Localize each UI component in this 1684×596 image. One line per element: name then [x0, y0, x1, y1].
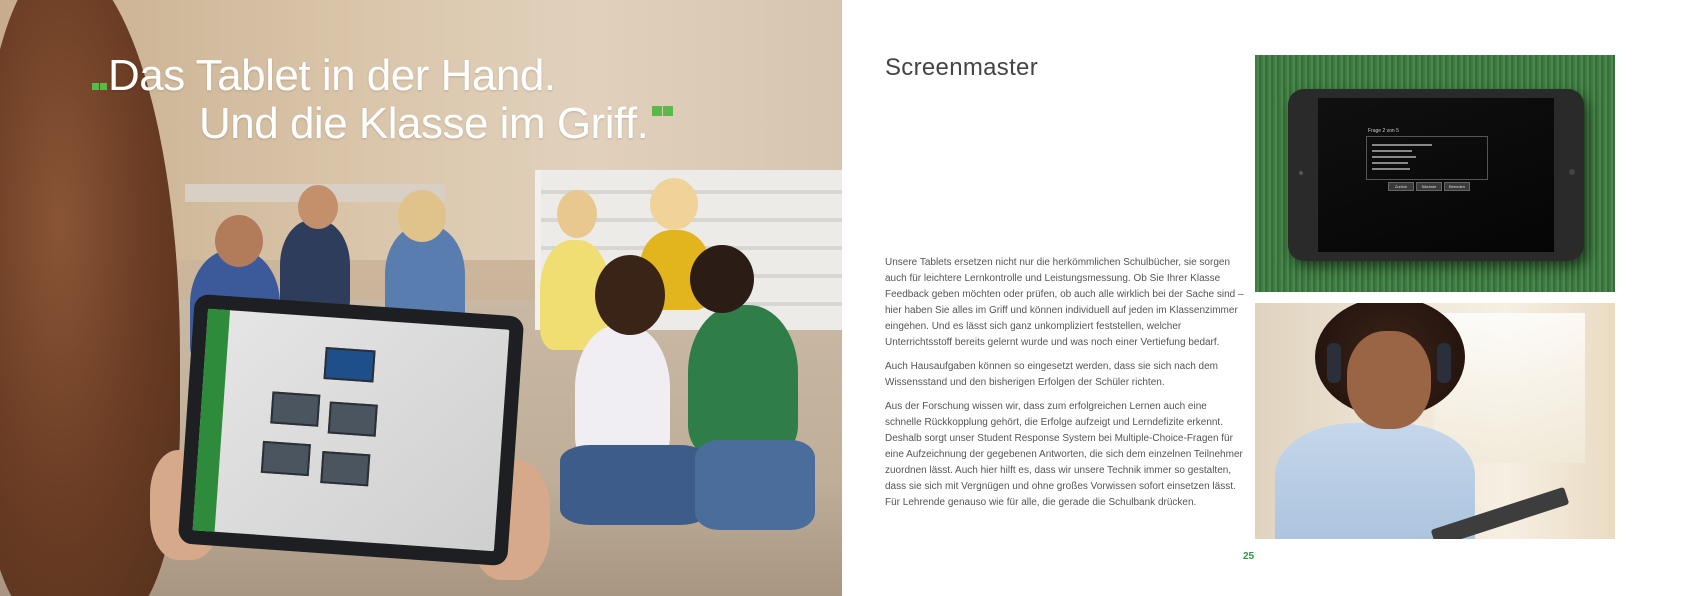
- quiz-option: [1372, 144, 1432, 146]
- headphones-icon: [1327, 343, 1341, 383]
- paragraph: Aus der Forschung wissen wir, dass zum erfolgreichen Lernen auch eine schnelle Rückkopplung gehört, die Erfolge aufzeigt und Lerndefizite erkennt. Deshalb sorgt unser Student Response System bei Multiple-Choice-Fragen für eine Aufzeichnung der gegebenen Antworten, die sich dem einzelnen Teilnehmer zuordnen lässt. Auch hier hilft es, dass wir unsere Technik immer so gestalten, dass sie sich mit Vergnügen und ohne großes Vorwissen sofort einsetzen lässt. Für Lehrende genauso wie für alle, die gerade die Schulbank drücken.: [885, 401, 1243, 508]
- headline-line-2: [92, 100, 792, 148]
- child-head: [215, 215, 263, 267]
- child-head: [595, 255, 665, 335]
- quiz-finish-button: Beenden: [1444, 182, 1470, 191]
- girl-sweater: [1275, 423, 1475, 539]
- headline: [92, 52, 792, 148]
- accent-mark: [100, 83, 107, 90]
- screen-thumbnail: [270, 391, 320, 426]
- headline-text-1: Das Tablet in der Hand.: [108, 51, 556, 100]
- screen-thumbnail: [323, 347, 375, 382]
- accent-mark: [92, 83, 99, 90]
- child-head: [557, 190, 597, 238]
- camera-icon: [1299, 171, 1303, 175]
- screen-thumbnail: [328, 401, 378, 436]
- child-head: [690, 245, 754, 313]
- child-jeans: [560, 445, 710, 525]
- tablet-sidebar: [193, 309, 230, 532]
- section-title: Screenmaster: [885, 54, 1038, 81]
- paragraph: Auch Hausaufgaben können so eingesetzt werden, dass sie sich nach dem Wissensstand und den bisherigen Erfolgen der Schüler richten.: [885, 361, 1218, 388]
- girl-face: [1347, 331, 1431, 429]
- quiz-option: [1372, 162, 1408, 164]
- child-head: [650, 178, 698, 230]
- child-jeans: [695, 440, 815, 530]
- quiz-title: Frage 2 von 5: [1368, 128, 1399, 134]
- child-head: [298, 185, 338, 229]
- child-figure: [575, 325, 670, 465]
- quiz-next-button: Nächste: [1416, 182, 1442, 191]
- body-text: [885, 255, 1245, 519]
- quiz-back-button: Zurück: [1388, 182, 1414, 191]
- screen-thumbnail: [320, 451, 370, 486]
- dark-tablet: [1288, 89, 1584, 261]
- screen-thumbnail: [261, 441, 311, 476]
- page-number: 25: [1243, 551, 1255, 562]
- quiz-option: [1372, 150, 1412, 152]
- girl-with-headphones-photo: [1255, 303, 1615, 539]
- headphones-icon: [1437, 343, 1451, 383]
- home-button-icon: [1569, 169, 1575, 175]
- paragraph: Unsere Tablets ersetzen nicht nur die herkömmlichen Schulbücher, sie sorgen auch für leichtere Lernkontrolle und Leistungsmessung. Ob Sie Ihrer Klasse Feedback geben möchten oder prüfen, ob auch alle wirklich bei der Sache sind – hier haben Sie alles im Griff und können individuell auf jeden im Klassenzimmer eingehen. Und es lässt sich ganz unkompliziert feststellen, welcher Unterrichtsstoff bereits gelernt wurde und was noch einer Vertiefung bedarf.: [885, 257, 1244, 348]
- headline-line-1: [92, 52, 792, 100]
- tablet-screen: [193, 309, 510, 552]
- quiz-question-box: [1366, 136, 1488, 180]
- child-head: [398, 190, 446, 242]
- quiz-option: [1372, 168, 1410, 170]
- child-figure: [688, 305, 798, 455]
- tablet-on-grass-photo: [1255, 55, 1615, 292]
- quiz-screen: [1318, 98, 1554, 252]
- quiz-option: [1372, 156, 1416, 158]
- headline-text-2: Und die Klasse im Griff.: [199, 99, 649, 148]
- teacher-tablet: [178, 294, 525, 566]
- accent-mark: [663, 106, 673, 116]
- accent-mark: [652, 106, 662, 116]
